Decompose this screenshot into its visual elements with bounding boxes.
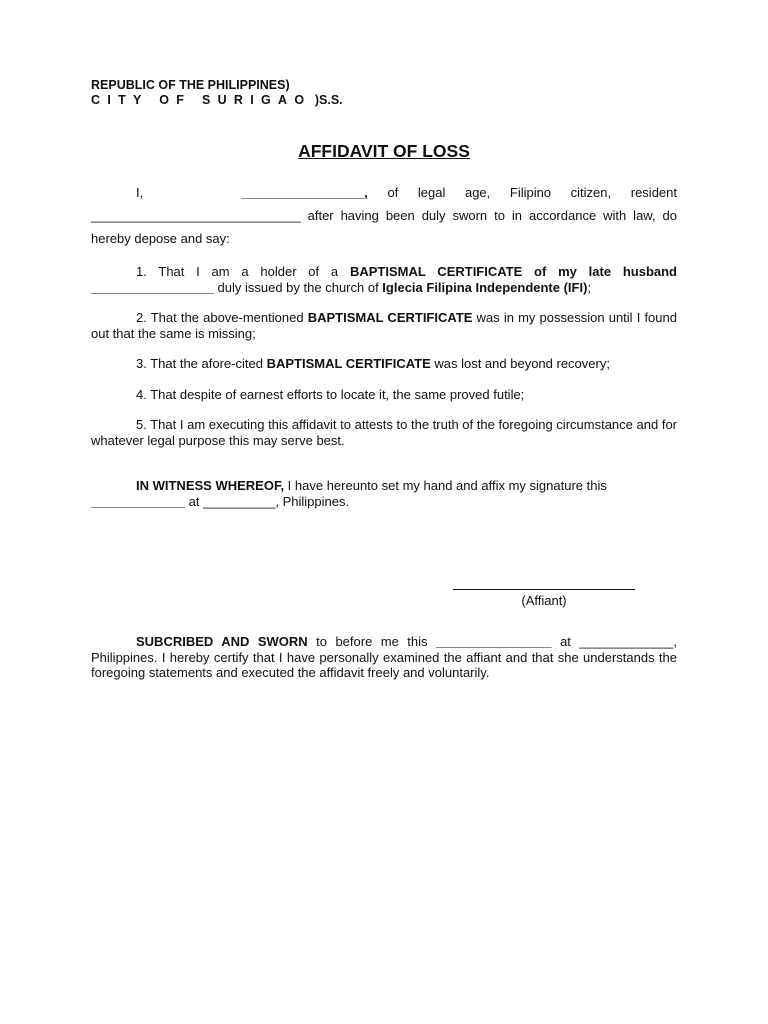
item-1-bold-certificate: BAPTISMAL CERTIFICATE of my late husband [349, 264, 678, 279]
witness-text-2: at [185, 493, 204, 509]
item-3-prefix: 3. That the afore-cited [136, 356, 267, 371]
item-5: 5. That I am executing this affidavit to attests to the truth of the foregoing circumstance and for whatever legal purpose this may serve best. [91, 417, 677, 448]
item-3-bold: BAPTISMAL CERTIFICATE [266, 356, 431, 371]
caption-city-text: CITY OF SURIGAO [91, 93, 312, 107]
witness-date-blank: _____________ [91, 493, 185, 509]
item-1 [91, 264, 677, 295]
item-2-bold: BAPTISMAL CERTIFICATE [307, 310, 473, 325]
jurat-text-2: at [551, 634, 580, 649]
item-1-mid: duly issued by the church of [213, 279, 383, 295]
document-title: AFFIDAVIT OF LOSS [298, 141, 470, 161]
item-4: 4. That despite of earnest efforts to locate it, the same proved futile; [136, 386, 525, 402]
item-2 [91, 310, 677, 341]
signature-line [453, 581, 635, 590]
jurat-bold: SUBCRIBED AND SWORN [136, 634, 308, 649]
affidavit-document [91, 78, 678, 680]
affiant-signature-block [452, 581, 636, 608]
witness-place-blank: __________ [203, 493, 276, 509]
jurat-place-blank: _____________ [579, 634, 674, 649]
item-2-rest: was in my possession until I found out that the same is missing; [91, 310, 677, 341]
item-2-prefix: 2. That the above-mentioned [136, 310, 308, 325]
caption-republic-text: REPUBLIC OF THE PHILIPPINES) [91, 78, 290, 92]
intro-text-1: of legal age, Filipino citizen, resident [367, 185, 677, 200]
jurat-date-blank: ________________ [435, 634, 552, 649]
witness-text-1: I have hereunto set my hand and affix my signature this [284, 478, 607, 493]
affiant-label: (Affiant) [521, 593, 567, 608]
item-1-end: ; [587, 279, 592, 295]
intro-paragraph [91, 181, 677, 250]
item-3 [91, 356, 677, 372]
caption-republic [91, 78, 677, 93]
resident-blank: _____________________________ [91, 208, 301, 223]
jurat-paragraph [91, 634, 677, 681]
jurat-text-1: to before me this [307, 634, 436, 649]
caption-ss-text: )S.S. [311, 93, 343, 107]
caption-city [91, 93, 677, 108]
intro-text-2: after having been duly sworn to in accordance with law, do hereby depose and say: [91, 208, 677, 246]
witness-text-3: , Philippines. [275, 493, 350, 509]
item-1-church-name: Iglecia Filipina Independente (IFI) [382, 279, 588, 295]
witness-paragraph [91, 478, 677, 509]
item-3-rest: was lost and beyond recovery; [430, 356, 610, 371]
intro-i: I, [136, 185, 144, 200]
name-blank: _________________, [241, 185, 368, 200]
husband-name-blank: _________________ [91, 279, 214, 295]
witness-bold: IN WITNESS WHEREOF, [136, 478, 285, 493]
jurat-text-3: , Philippines. I hereby certify that I have personally examined the affiant and that she understands the foregoing statements and executed the affidavit freely and voluntarily. [91, 634, 677, 680]
item-1-prefix: 1. That I am a holder of a [136, 264, 350, 279]
